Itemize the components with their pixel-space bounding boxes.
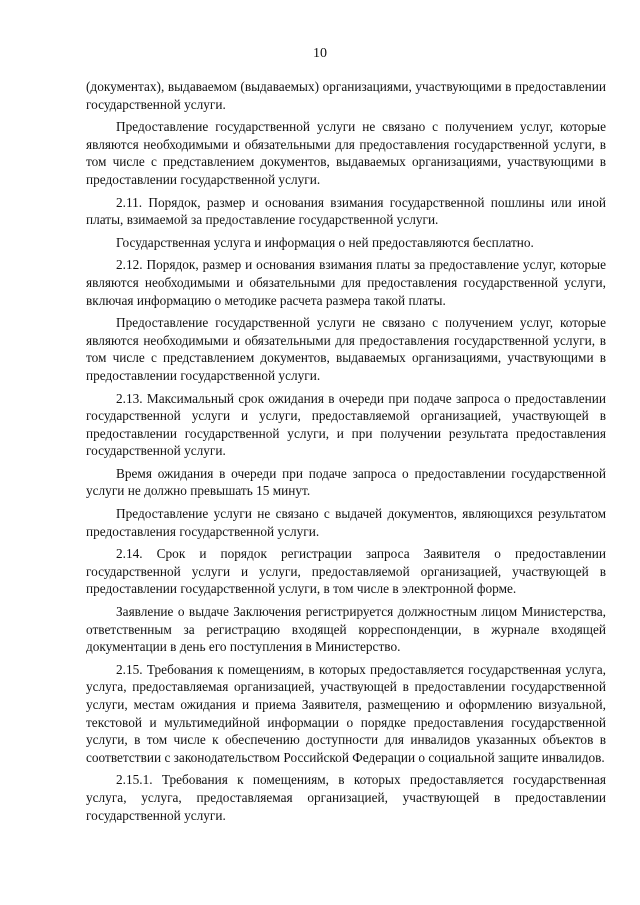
paragraph: Предоставление услуги не связано с выдачей документов, являющихся результатом предоставления государственной услуги. — [86, 506, 606, 539]
paragraph-continuation: (документах), выдаваемом (выдаваемых) организациями, участвующими в предоставлении государственной услуги. — [86, 79, 606, 112]
page-number: 10 — [313, 46, 327, 61]
section-heading-2-14: 2.14. Срок и порядок регистрации запроса Заявителя о предоставлении государственной услуги и услуги, предоставляемой организацией, участвующей в предоставлении государственной услуги, в том числе в электронной форме. — [86, 546, 606, 597]
paragraph: Предоставление государственной услуги не связано с получением услуг, которые являются необходимыми и обязательными для предоставления государственной услуги, в том числе с представлением документов, выдаваемых организациями, участвующими в предоставлении государственной услуги. — [86, 315, 606, 383]
paragraph: Государственная услуга и информация о ней предоставляются бесплатно. — [116, 234, 534, 250]
document-body — [86, 78, 606, 829]
paragraph: Предоставление государственной услуги не связано с получением услуг, которые являются необходимыми и обязательными для предоставления государственной услуги, в том числе с представлением документов, выдаваемых организациями, участвующими в предоставлении государственной услуги. — [86, 119, 606, 187]
paragraph: Заявление о выдаче Заключения регистрируется должностным лицом Министерства, ответственным за регистрацию входящей корреспонденции, в журнале входящей документации в день его поступления в Министерство. — [86, 604, 606, 655]
section-heading-2-13: 2.13. Максимальный срок ожидания в очереди при подаче запроса о предоставлении государственной услуги и услуги, предоставляемой организацией, участвующей в предоставлении государственной услуги, и при получении результата предоставления государственной услуги. — [86, 390, 606, 459]
section-heading-2-15-1: 2.15.1. Требования к помещениям, в которых предоставляется государственная услуга, услуга, предоставляемая организацией, участвующей в предоставлении государственной услуги. — [86, 772, 606, 823]
section-heading-2-12: 2.12. Порядок, размер и основания взимания платы за предоставление услуг, которые являются необходимыми и обязательными для предоставления государственной услуги, включая информацию о методике расчета размера такой платы. — [86, 257, 606, 308]
section-heading-2-15: 2.15. Требования к помещениям, в которых предоставляется государственная услуга, услуга, предоставляемая организацией, участвующей в предоставлении государственной услуги, местам ожидания и приема Заявителя, размещению и оформлению визуальной, текстовой и мультимедийной информации о порядке предоставления государственной услуги, в том числе к обеспечению доступности для инвалидов указанных объектов в соответствии с законодательством Российской Федерации о социальной защите инвалидов. — [86, 661, 606, 765]
section-heading-2-11: 2.11. Порядок, размер и основания взимания государственной пошлины или иной платы, взимаемой за предоставление государственной услуги. — [86, 194, 606, 228]
paragraph: Время ожидания в очереди при подаче запроса о предоставлении государственной услуги не должно превышать 15 минут. — [86, 465, 606, 499]
